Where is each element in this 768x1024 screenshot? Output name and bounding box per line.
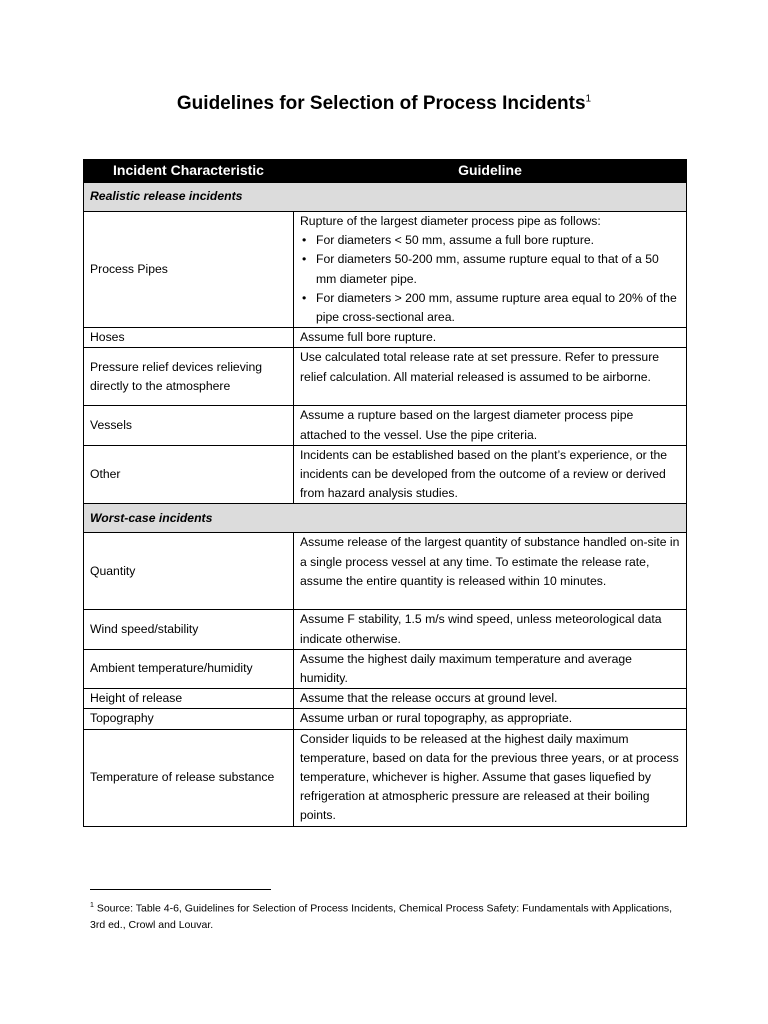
guideline-intro: Rupture of the largest diameter process pipe as follows: — [300, 214, 601, 228]
table-row — [84, 348, 687, 406]
row-characteristic: Hoses — [84, 328, 294, 348]
page-title-text: Guidelines for Selection of Process Incidents — [176, 93, 586, 114]
section-heading-realistic: Realistic release incidents — [84, 183, 687, 212]
row-guideline: Assume full bore rupture. — [294, 328, 687, 348]
footnote-text: Source: Table 4-6, Guidelines for Selection of Process Incidents, Chemical Process Safety: Fundamentals with Applications, 3rd ed., Crowl and Louvar. — [90, 902, 673, 931]
table-row — [84, 212, 687, 328]
table-row — [84, 533, 687, 610]
row-characteristic: Topography — [84, 709, 294, 729]
table-row — [84, 709, 687, 729]
guideline-bullet: • For diameters < 50 mm, assume a full bore rupture. — [300, 231, 680, 250]
title-footnote-mark: 1 — [585, 93, 592, 105]
row-guideline: Use calculated total release rate at set pressure. Refer to pressure relief calculation. All material released is assumed to be airborne. — [294, 348, 687, 406]
row-characteristic: Height of release — [84, 689, 294, 709]
guideline-bullet: • For diameters 50-200 mm, assume rupture equal to that of a 50 mm diameter pipe. — [300, 250, 680, 288]
row-characteristic: Other — [84, 445, 294, 504]
row-guideline: Incidents can be established based on the plant’s experience, or the incidents can be developed from the outcome of a review or derived from hazard analysis studies. — [294, 445, 687, 504]
table-row — [84, 649, 687, 688]
row-guideline — [294, 212, 687, 328]
footnote — [90, 898, 690, 933]
row-characteristic: Ambient temperature/humidity — [84, 649, 294, 688]
table-row — [84, 610, 687, 649]
table-row — [84, 689, 687, 709]
row-guideline: Assume F stability, 1.5 m/s wind speed, unless meteorological data indicate otherwise. — [294, 610, 687, 649]
section-heading-row — [84, 183, 687, 212]
row-characteristic: Pressure relief devices relieving directly to the atmosphere — [84, 348, 294, 406]
row-guideline: Assume that the release occurs at ground level. — [294, 689, 687, 709]
guideline-bullet: • For diameters > 200 mm, assume rupture area equal to 20% of the pipe cross-sectional area. — [300, 289, 680, 327]
row-characteristic: Process Pipes — [84, 212, 294, 328]
row-guideline: Assume release of the largest quantity of substance handled on-site in a single process vessel at any time. To estimate the release rate, assume the entire quantity is released within 10 minutes. — [294, 533, 687, 610]
row-guideline: Consider liquids to be released at the highest daily maximum temperature, based on data for the previous three years, or at process temperature, whichever is higher. Assume that gases liquefied by refrigeration at atmospheric pressure are released at their boiling points. — [294, 729, 687, 826]
row-guideline: Assume a rupture based on the largest diameter process pipe attached to the vessel. Use the pipe criteria. — [294, 406, 687, 445]
header-incident-characteristic: Incident Characteristic — [84, 160, 294, 183]
row-characteristic: Vessels — [84, 406, 294, 445]
guideline-bullet-list — [300, 231, 680, 327]
footnote-mark: 1 — [90, 902, 94, 909]
footnote-divider — [90, 889, 271, 890]
page-title — [0, 93, 768, 115]
row-characteristic: Wind speed/stability — [84, 610, 294, 649]
row-characteristic: Temperature of release substance — [84, 729, 294, 826]
table-row — [84, 406, 687, 445]
table-row — [84, 445, 687, 504]
table-row — [84, 328, 687, 348]
header-guideline: Guideline — [294, 160, 687, 183]
row-characteristic: Quantity — [84, 533, 294, 610]
section-heading-row — [84, 504, 687, 533]
row-guideline: Assume the highest daily maximum temperature and average humidity. — [294, 649, 687, 688]
row-guideline: Assume urban or rural topography, as appropriate. — [294, 709, 687, 729]
section-heading-worst-case: Worst-case incidents — [84, 504, 687, 533]
guidelines-table — [83, 159, 687, 827]
table-row — [84, 729, 687, 826]
table-header-row — [84, 160, 687, 183]
